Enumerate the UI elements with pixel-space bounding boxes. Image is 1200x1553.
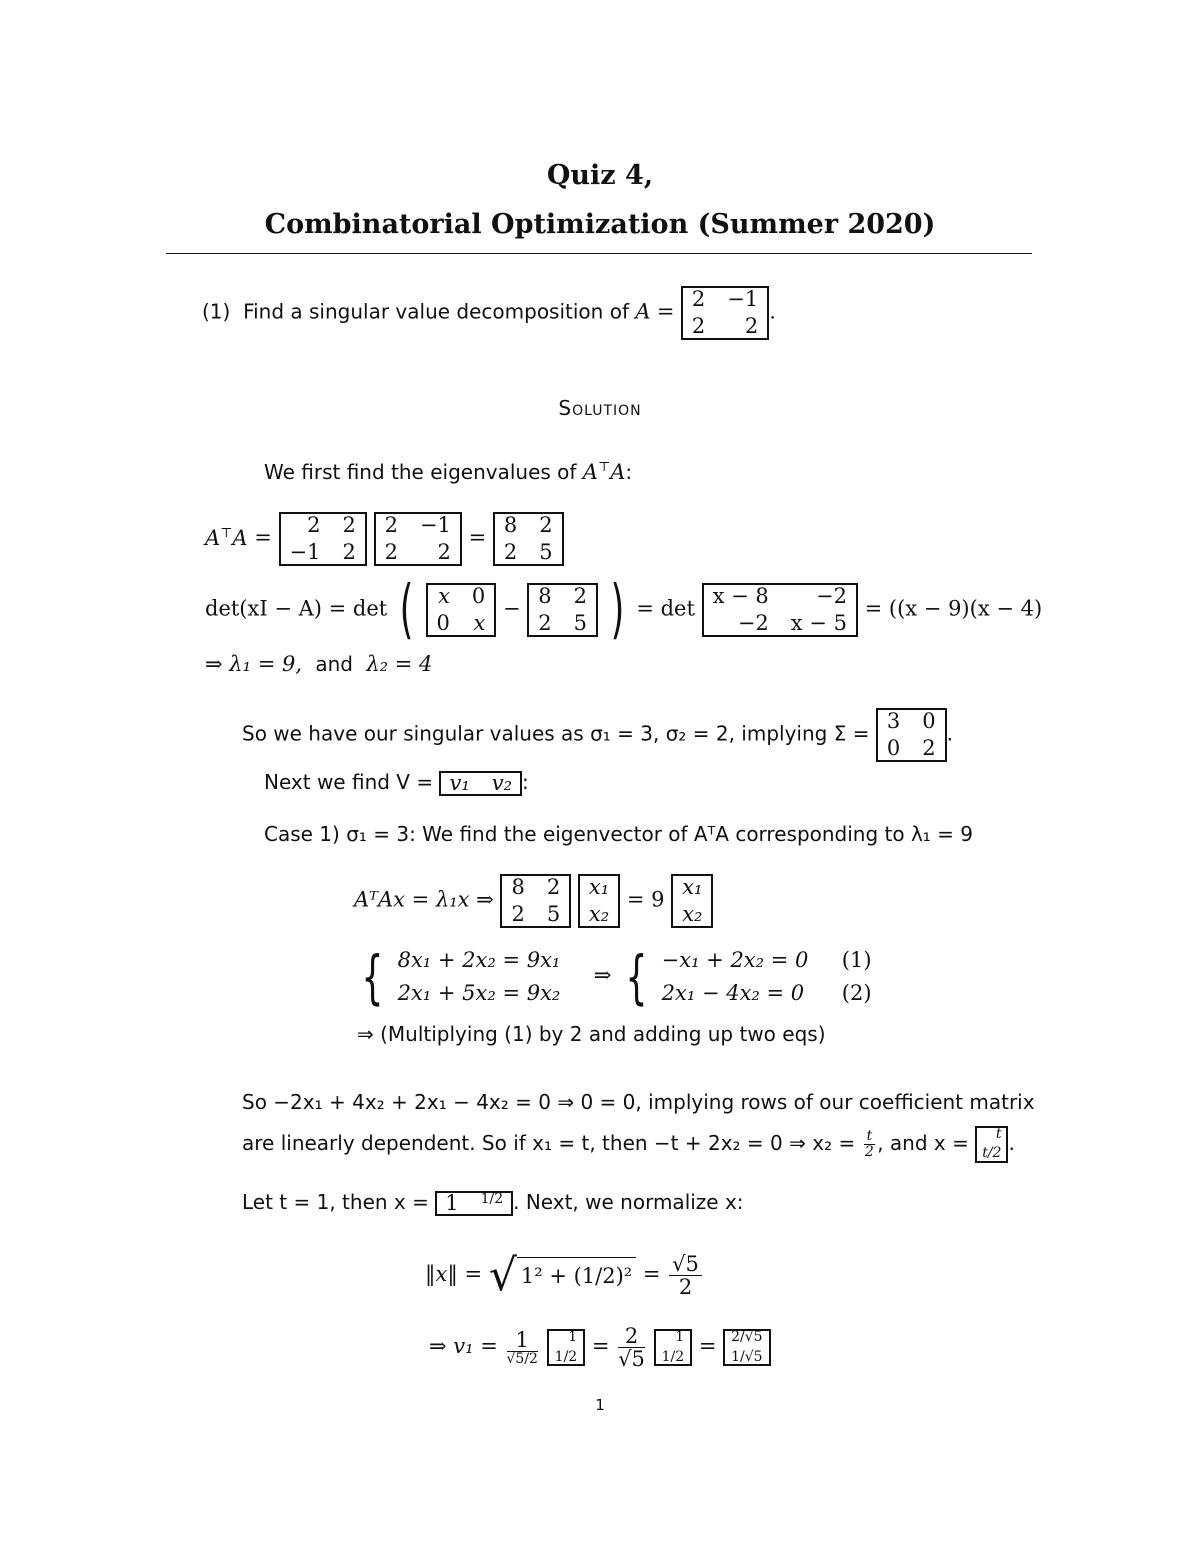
t-over-2-fraction: $\frac{t}{2}$	[864, 1128, 874, 1160]
norm-radicand: 1² + (1/2)²	[517, 1257, 636, 1288]
sigma-matrix: 3 0 0 2	[876, 708, 947, 762]
equation-system: { 8x₁ + 2x₂ = 9x₁ 2x₁ + 5x₂ = 9x₂ ⇒ { −x₁ + 2x₂ = 0 2x₁ − 4x₂ = 0 (1) (2)	[361, 942, 872, 1011]
step1-text: We first find the eigenvalues of A⊤A:	[264, 460, 633, 484]
sigma-line: So we have our singular values as σ₁ = 3, σ₂ = 2, implying Σ = 3 0 0 2 .	[242, 708, 953, 762]
problem-text: Find a singular value decomposition of	[243, 299, 629, 324]
v1-vector-2: 1 1/2	[654, 1329, 693, 1366]
page-number: 1	[595, 1396, 605, 1414]
ata-product: A⊤A = 2 2 −1 2 2 −1 2 2 = 8 2 2 5	[205, 512, 564, 566]
problem-var: A	[635, 299, 651, 324]
norm-result: $\frac{√5}{2}$	[669, 1253, 702, 1298]
v1-fraction-2: $\frac{2}{√5}$	[618, 1324, 645, 1372]
case1-line: Case 1) σ₁ = 3: We find the eigenvector of AᵀA corresponding to λ₁ = 9	[264, 822, 974, 846]
ata-matrix-2: 2 −1 2 2	[374, 512, 462, 566]
paragraph-line3: Let t = 1, then x = 1 1/2 . Next, we normalize x:	[242, 1190, 744, 1215]
problem-statement: (1) Find a singular value decomposition of A = 2 −1 2 2 .	[202, 286, 776, 340]
x-vector-row: 1 1/2	[435, 1191, 513, 1216]
det-matrix-diff: x − 8 −2 −2 x − 5	[702, 583, 858, 637]
solution-heading: Solution	[558, 396, 642, 420]
problem-matrix: 2 −1 2 2	[681, 286, 769, 340]
determinant-line: det(xI − A) = det ( x 0 0 x − 8 2 2 5 ) = det x − 8 −2 −2 x − 5 = ((x − 9)(x − 4)	[205, 573, 1043, 647]
v1-equation: ⇒ v₁ = $\frac{1}{√5/2}$ 1 1/2 = $\frac{2}{√5}$ 1 1/2 = 2/√5 1/√5	[429, 1325, 771, 1370]
eigenvalue-line: ⇒ λ₁ = 9, and λ₂ = 4	[205, 652, 433, 676]
v-line: Next we find V = v₁ v₂ :	[264, 770, 529, 795]
ata-matrix-1: 2 2 −1 2	[279, 512, 367, 566]
eigen-equation: AᵀAx = λ₁x ⇒ 8 2 2 5 x₁ x₂ = 9 x₁ x₂	[354, 874, 713, 928]
v1-vector: 1 1/2	[547, 1329, 586, 1366]
eigen-x-vector: x₁ x₂	[578, 874, 620, 928]
paragraph-line1: So −2x₁ + 4x₂ + 2x₁ − 4x₂ = 0 ⇒ 0 = 0, implying rows of our coefficient matrix	[242, 1090, 1035, 1114]
course-title: Combinatorial Optimization (Summer 2020)	[264, 209, 936, 240]
eigen-matrix: 8 2 2 5	[500, 874, 571, 928]
det-matrix-x: x 0 0 x	[426, 583, 497, 637]
v1-result: 2/√5 1/√5	[723, 1329, 770, 1366]
multiply-line: ⇒ (Multiplying (1) by 2 and adding up two eqs)	[357, 1022, 826, 1046]
x-vector-t: t t/2	[975, 1126, 1008, 1163]
ata-result: 8 2 2 5	[493, 512, 564, 566]
system-labels: (1) (2)	[841, 948, 872, 1005]
title-rule	[166, 253, 1032, 254]
system-left: 8x₁ + 2x₂ = 9x₁ 2x₁ + 5x₂ = 9x₂	[397, 948, 561, 1005]
norm-equation: ‖x‖ = √ 1² + (1/2)² = $\frac{√5}{2}$	[425, 1250, 704, 1301]
paragraph-line2: are linearly dependent. So if x₁ = t, then −t + 2x₂ = 0 ⇒ x₂ = $\frac{t}{2}$ , and x = t t/2 .	[242, 1126, 1015, 1162]
system-right: −x₁ + 2x₂ = 0 2x₁ − 4x₂ = 0	[661, 948, 809, 1005]
v1-fraction-1: $\frac{1}{√5/2}$	[506, 1327, 538, 1367]
quiz-title: Quiz 4,	[546, 160, 654, 191]
problem-label: (1)	[202, 299, 231, 324]
v-matrix: v₁ v₂	[439, 771, 522, 796]
eigen-x-vector-rhs: x₁ x₂	[671, 874, 713, 928]
det-matrix-ata: 8 2 2 5	[527, 583, 598, 637]
